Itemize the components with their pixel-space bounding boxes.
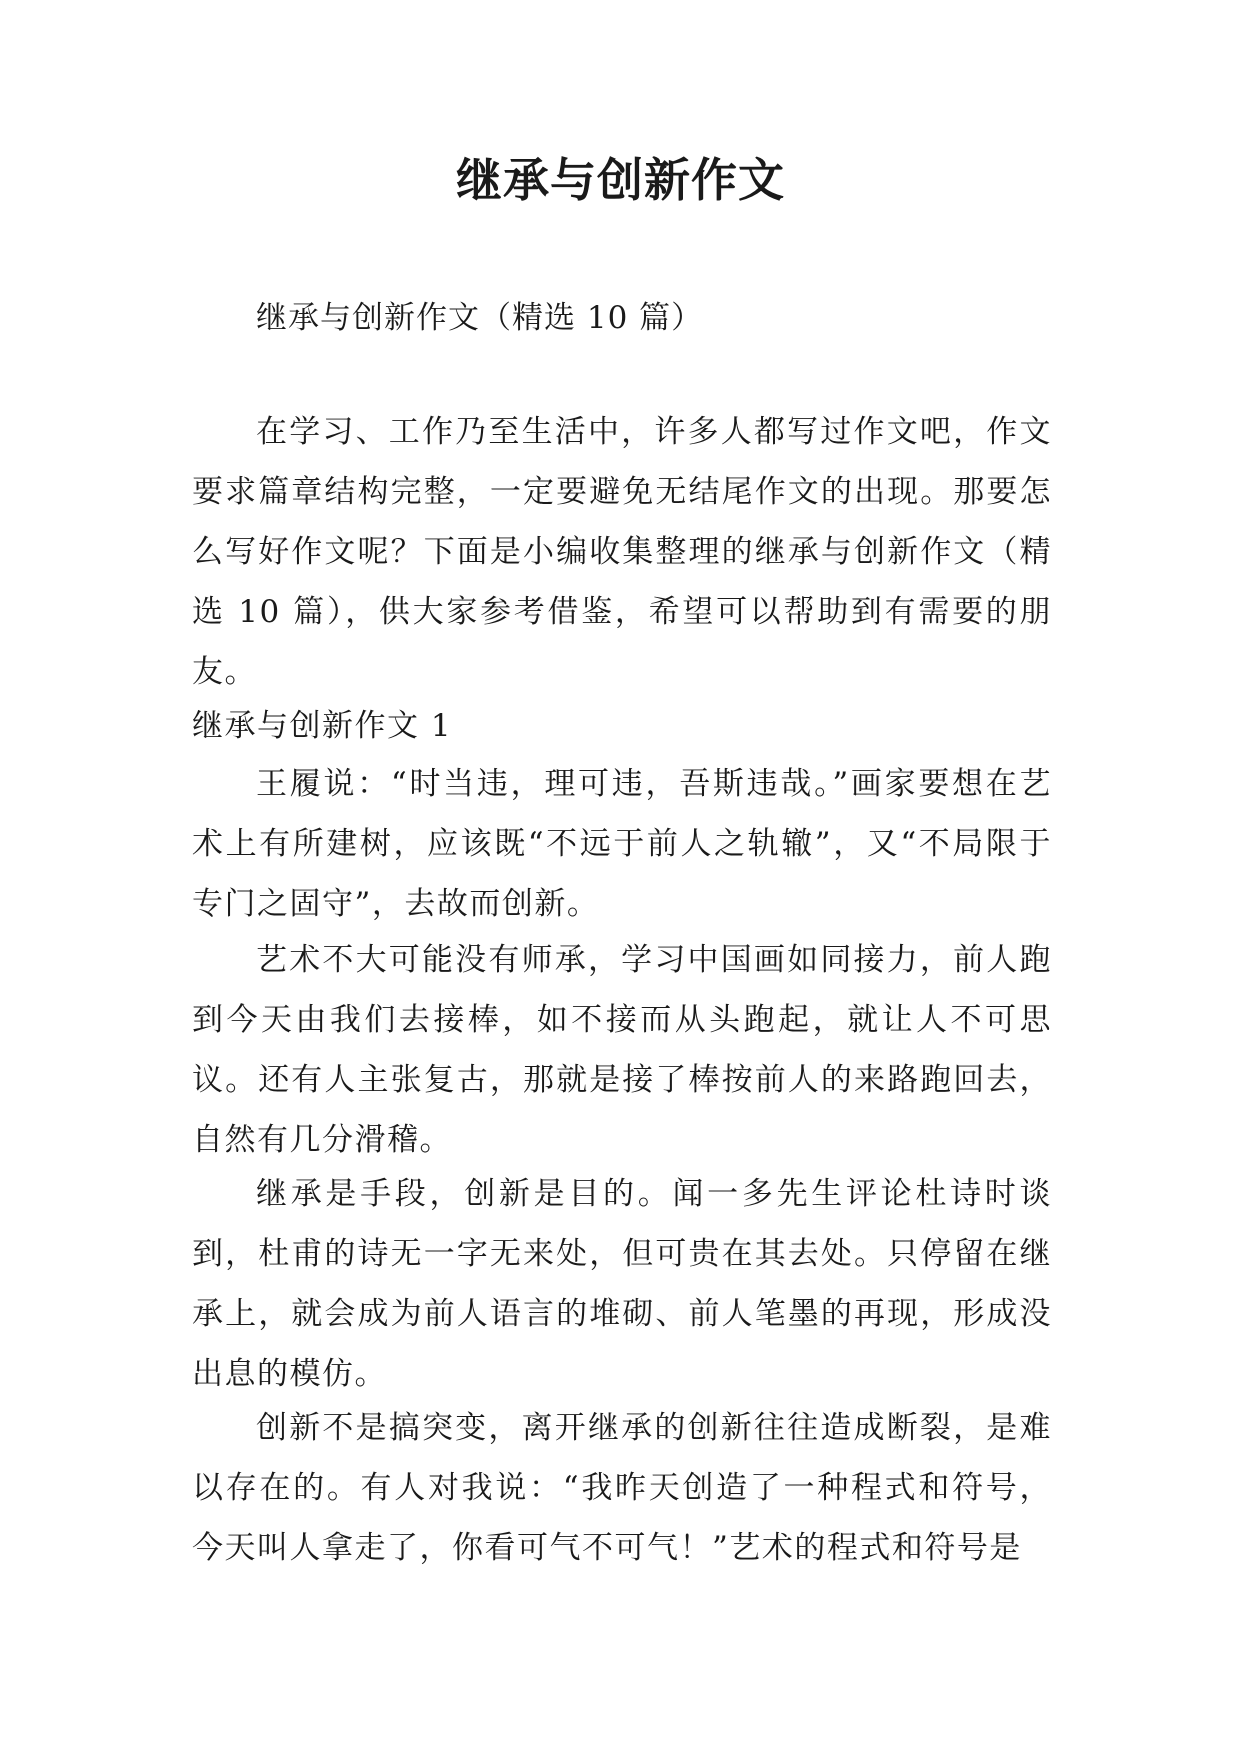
body-paragraph: 王履说：“时当违，理可违，吾斯违哉。”画家要想在艺术上有所建树，应该既“不远于前人之轨辙”，又“不局限于专门之固守”，去故而创新。 xyxy=(192,766,1052,922)
document-subtitle: 继承与创新作文（精选 10 篇） xyxy=(256,300,704,336)
body-paragraph: 创新不是搞突变，离开继承的创新往往造成断裂，是难以存在的。有人对我说：“我昨天创造了一种程式和符号，今天叫人拿走了，你看可气不可气！”艺术的程式和符号是 xyxy=(192,1410,1052,1566)
section-heading: 继承与创新作文 1 xyxy=(192,708,453,744)
document-title: 继承与创新作文 xyxy=(456,153,785,207)
body-paragraph: 继承是手段，创新是目的。闻一多先生评论杜诗时谈到，杜甫的诗无一字无来处，但可贵在其去处。只停留在继承上，就会成为前人语言的堆砌、前人笔墨的再现，形成没出息的模仿。 xyxy=(192,1176,1052,1392)
body-paragraph: 艺术不大可能没有师承，学习中国画如同接力，前人跑到今天由我们去接棒，如不接而从头跑起，就让人不可思议。还有人主张复古，那就是接了棒按前人的来路跑回去，自然有几分滑稽。 xyxy=(192,942,1052,1158)
intro-paragraph: 在学习、工作乃至生活中，许多人都写过作文吧，作文要求篇章结构完整，一定要避免无结尾作文的出现。那要怎么写好作文呢？下面是小编收集整理的继承与创新作文（精选 10 篇），供大家参考借鉴，希望可以帮助到有需要的朋友。 xyxy=(192,414,1052,690)
